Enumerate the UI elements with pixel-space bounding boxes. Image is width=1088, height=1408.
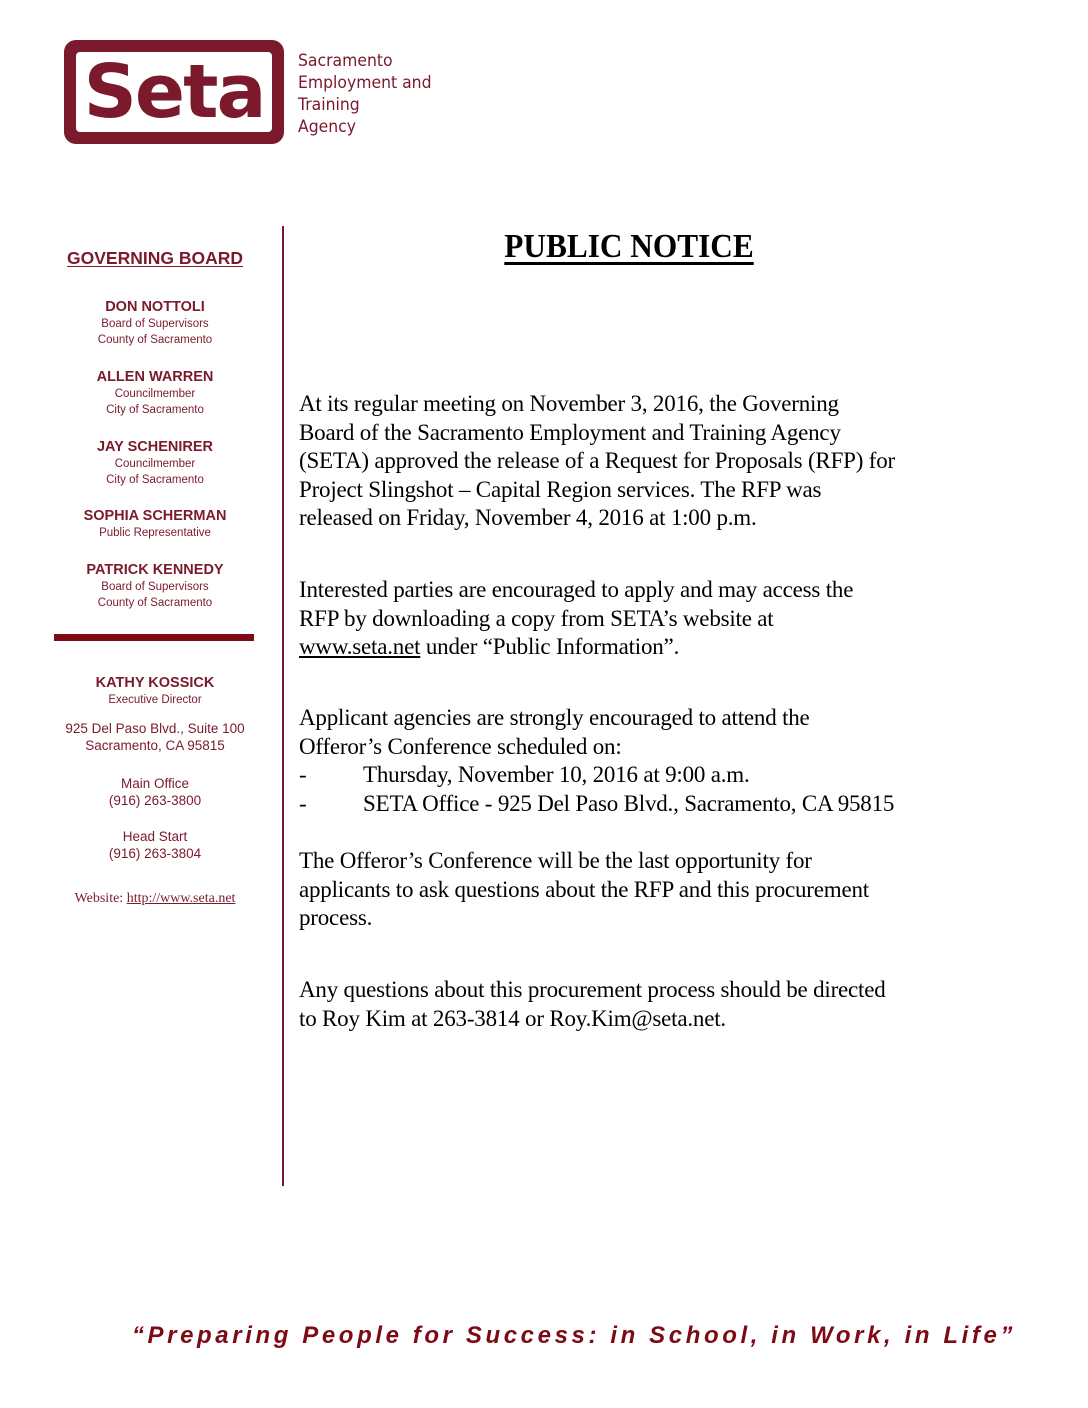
main-office-label: Main Office xyxy=(120,776,190,791)
address-line: Sacramento, CA 95815 xyxy=(85,738,225,753)
text-line: process. xyxy=(299,905,373,931)
bullet-dash: - xyxy=(299,790,307,816)
notice-paragraph-questions xyxy=(299,976,969,1033)
notice-paragraph-conference xyxy=(299,704,969,818)
text-line: applicants to ask questions about the RFP and this procurement xyxy=(299,876,869,902)
text-line: Any questions about this procurement process should be directed xyxy=(299,977,886,1002)
footer-tagline: “Preparing People for Success: in School, in Work, in Life” xyxy=(131,1322,1017,1349)
executive-director xyxy=(40,674,270,708)
notice-paragraph-approval xyxy=(299,390,969,533)
text-line: Offeror’s Conference scheduled on: xyxy=(299,733,622,759)
executive-name: KATHY KOSSICK xyxy=(95,675,215,691)
logo-inner xyxy=(76,49,272,135)
seta-website-link[interactable]: www.seta.net xyxy=(299,634,421,660)
member-role: Councilmember xyxy=(114,458,196,470)
text-line: RFP by downloading a copy from SETA’s website at xyxy=(299,605,774,631)
text-line: Board of the Sacramento Employment and Training Agency xyxy=(299,419,841,445)
member-name: PATRICK KENNEDY xyxy=(86,562,224,578)
conference-location-item xyxy=(299,790,969,819)
notice-paragraph-last-opportunity xyxy=(299,847,969,933)
notice-paragraph-access xyxy=(299,576,969,662)
conference-date-item xyxy=(299,761,969,790)
website-link[interactable]: http://www.seta.net xyxy=(126,891,236,906)
bullet-text: Thursday, November 10, 2016 at 9:00 a.m. xyxy=(363,762,750,788)
text-line: The Offeror’s Conference will be the last opportunity for xyxy=(299,848,812,873)
member-role: Public Representative xyxy=(99,527,211,539)
vertical-divider xyxy=(282,226,284,1186)
board-member xyxy=(40,298,270,348)
member-jurisdiction: County of Sacramento xyxy=(97,597,213,609)
head-start-contact xyxy=(40,828,270,862)
member-role: Board of Supervisors xyxy=(101,581,209,593)
bullet-dash: - xyxy=(299,762,307,788)
agency-name-line: Sacramento xyxy=(298,51,393,71)
member-jurisdiction: City of Sacramento xyxy=(106,474,204,486)
member-role: Councilmember xyxy=(114,388,196,400)
board-member xyxy=(40,561,270,611)
governing-board-title: GOVERNING BOARD xyxy=(67,248,243,268)
text-line: to Roy Kim at 263-3814 or Roy.Kim@seta.net. xyxy=(299,1005,726,1031)
executive-role: Executive Director xyxy=(108,694,202,706)
logo-wordmark: Seta xyxy=(83,49,265,135)
main-office-contact xyxy=(40,775,270,809)
seta-logo xyxy=(64,40,284,144)
member-jurisdiction: County of Sacramento xyxy=(97,334,213,346)
agency-name-line: Agency xyxy=(298,117,357,137)
website-label: Website: xyxy=(74,891,127,906)
bullet-text: SETA Office - 925 Del Paso Blvd., Sacramento, CA 95815 xyxy=(363,790,895,816)
notice-title: PUBLIC NOTICE xyxy=(504,228,754,265)
office-address xyxy=(40,720,270,754)
head-start-phone: (916) 263-3804 xyxy=(108,846,202,861)
text-span: under “Public Information”. xyxy=(420,634,680,660)
text-line xyxy=(299,633,969,662)
agency-name xyxy=(298,50,432,138)
text-line: (SETA) approved the release of a Request for Proposals (RFP) for xyxy=(299,448,895,474)
member-name: DON NOTTOLI xyxy=(105,299,205,315)
text-line: Interested parties are encouraged to apply and may access the xyxy=(299,577,854,602)
board-member xyxy=(40,368,270,418)
member-name: SOPHIA SCHERMAN xyxy=(83,508,227,524)
board-member xyxy=(40,507,270,541)
member-role: Board of Supervisors xyxy=(101,318,209,330)
agency-name-line: Training xyxy=(298,95,360,115)
member-name: ALLEN WARREN xyxy=(96,369,214,385)
board-member xyxy=(40,438,270,488)
sidebar-divider xyxy=(54,634,254,641)
member-jurisdiction: City of Sacramento xyxy=(106,404,204,416)
text-line: At its regular meeting on November 3, 2016, the Governing xyxy=(299,391,839,416)
text-line: Applicant agencies are strongly encouraged to attend the xyxy=(299,705,810,730)
agency-name-line: Employment and xyxy=(298,73,432,93)
text-line: Project Slingshot – Capital Region services. The RFP was xyxy=(299,476,822,502)
website-line xyxy=(40,891,270,907)
member-name: JAY SCHENIRER xyxy=(96,439,214,455)
text-line: released on Friday, November 4, 2016 at 1:00 p.m. xyxy=(299,505,757,531)
main-office-phone: (916) 263-3800 xyxy=(108,793,202,808)
address-line: 925 Del Paso Blvd., Suite 100 xyxy=(65,721,245,736)
head-start-label: Head Start xyxy=(122,829,188,844)
